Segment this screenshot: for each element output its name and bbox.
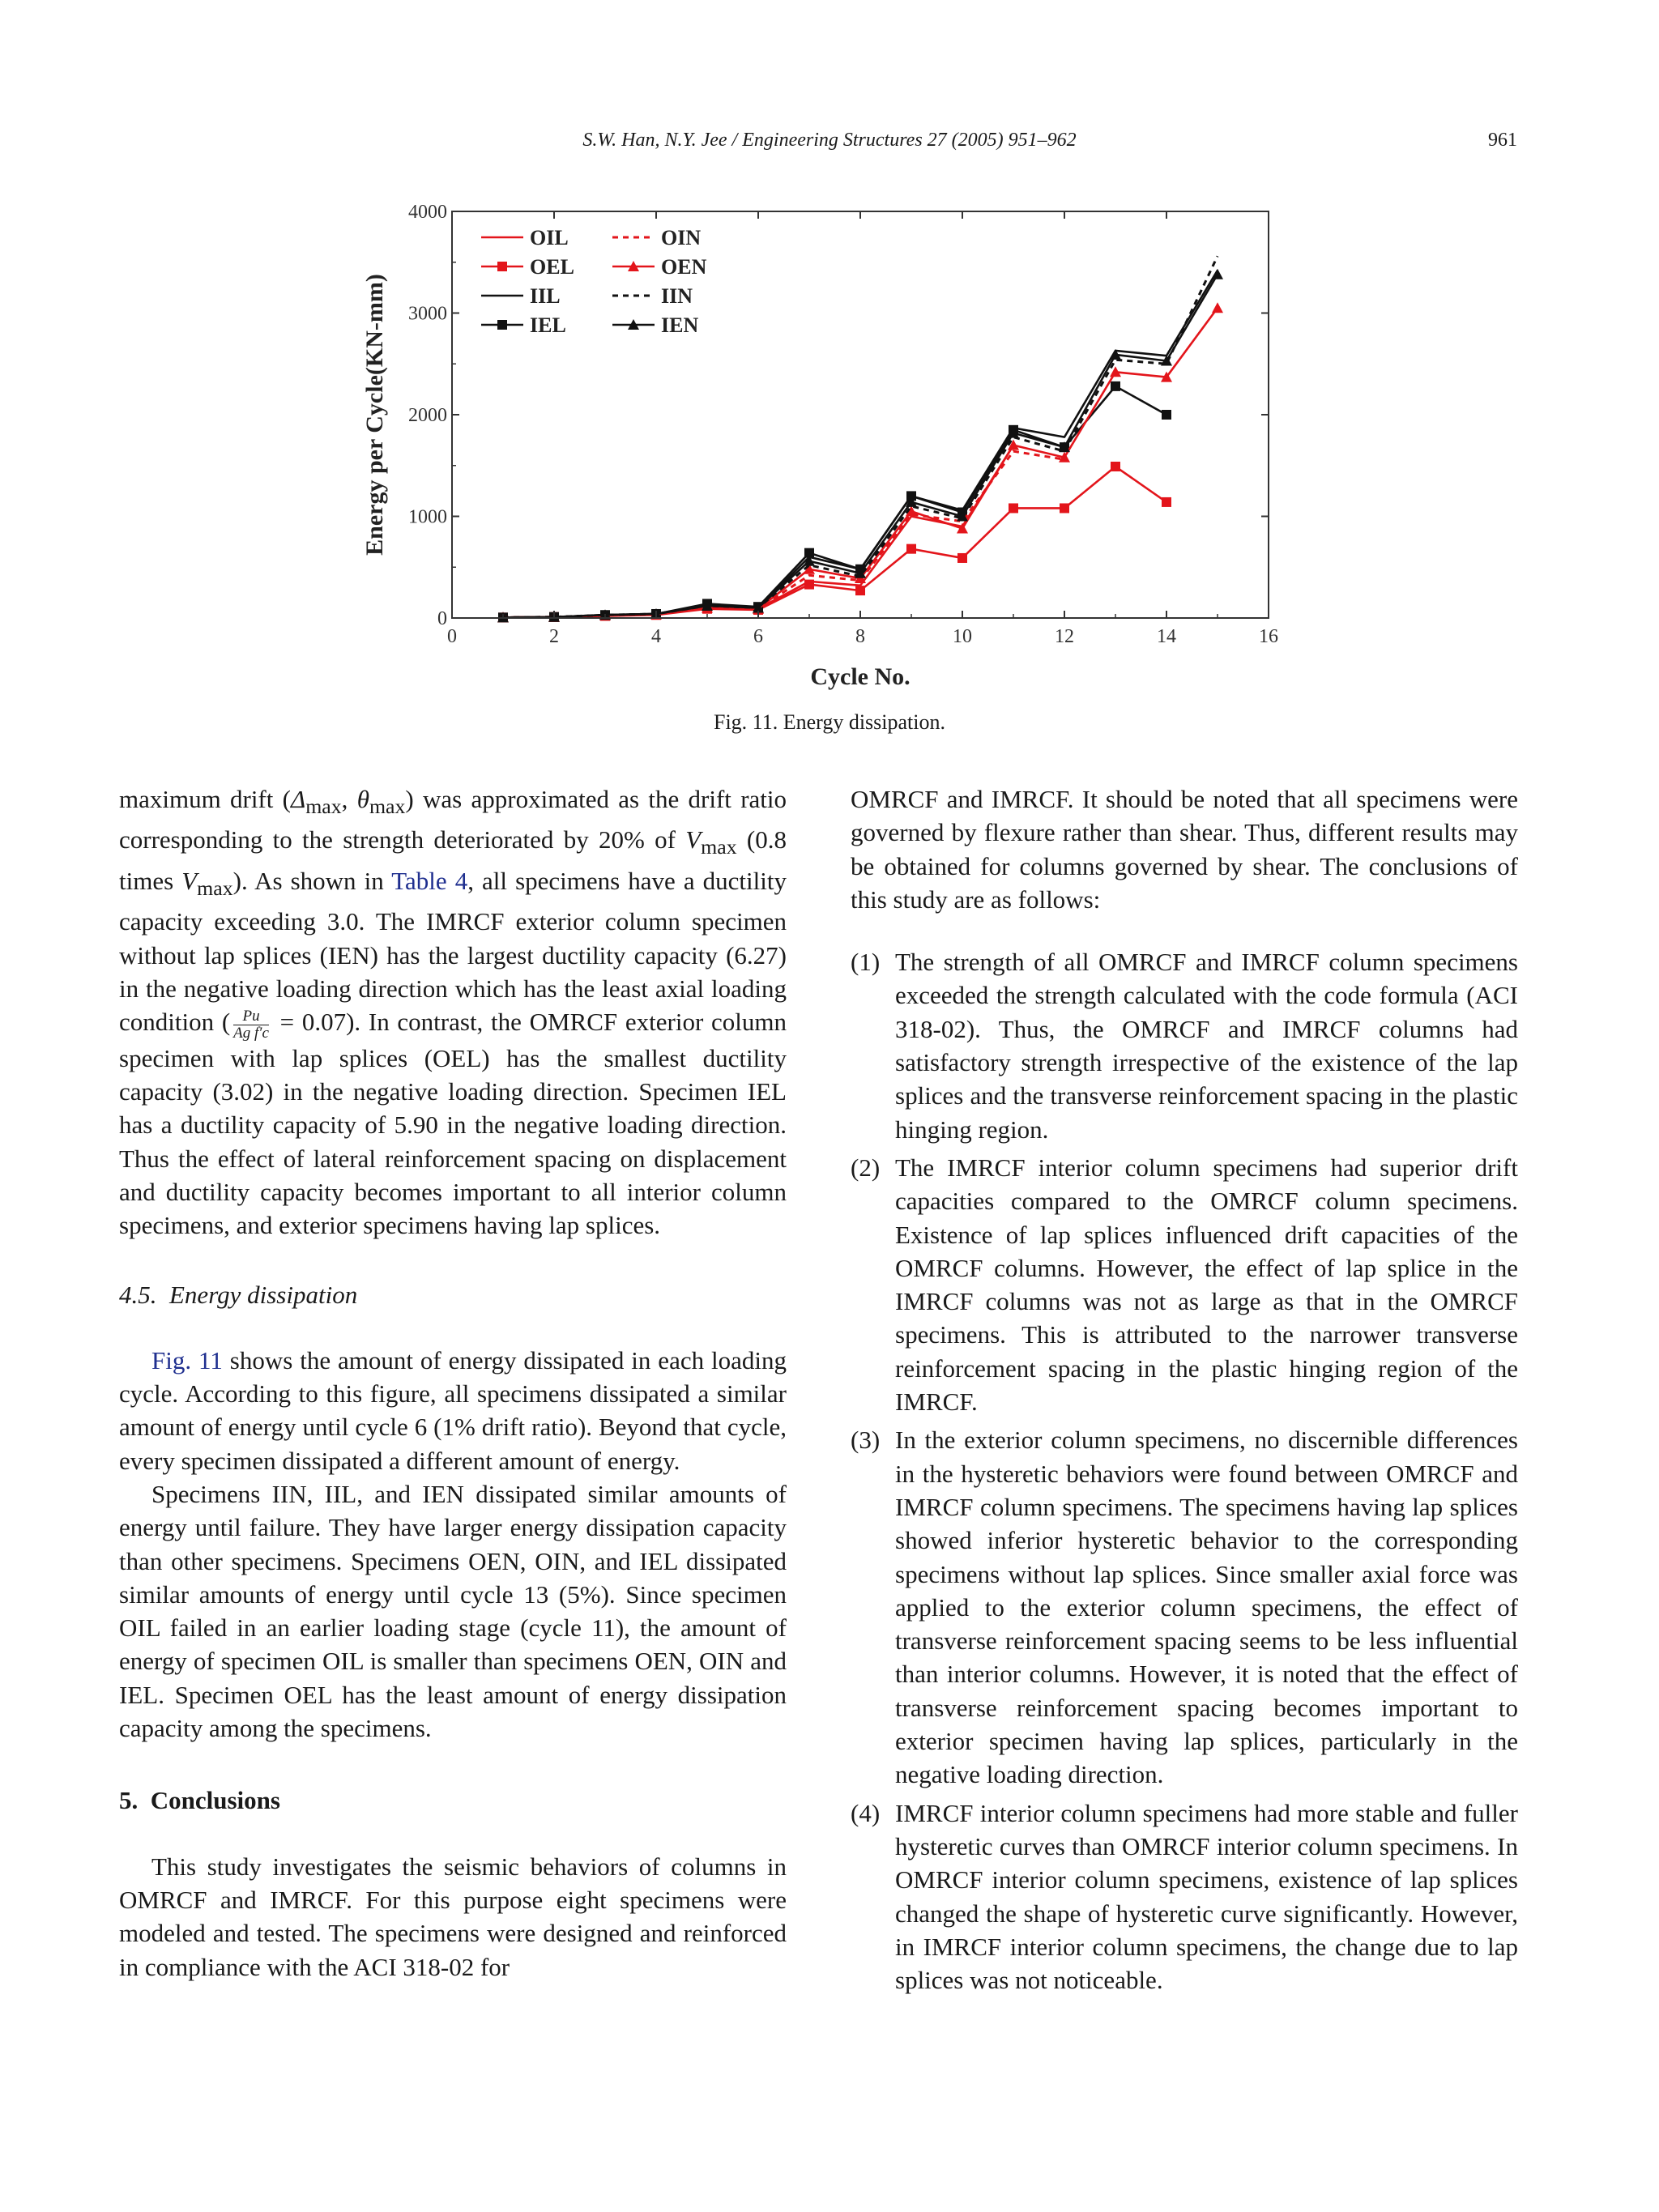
x-tick-label: 4: [651, 626, 661, 647]
page-number: 961: [1488, 130, 1517, 151]
legend-label-oin: OIN: [661, 226, 702, 249]
left-column: [119, 782, 787, 1984]
section-heading-conclusions: 5. Conclusions: [119, 1786, 280, 1815]
legend-label-iel: IEL: [530, 313, 566, 337]
x-tick-label: 12: [1055, 626, 1074, 647]
table-4-link[interactable]: Table 4: [391, 866, 468, 895]
energy-dissipation-chart: [340, 190, 1312, 709]
paragraph-ductility: maximum drift ($\Delta_{max}$, $\theta_{max}$) was approximated as the drift ratio corresponding to the strength deteriorated by 20% of $V_{max}$ (0.8 times $V_{max}$). As shown in Table 4, all specimens have a ductility capacity exceeding 3.0. The IMRCF exterior column specimen without lap splices (IEN) has the largest ductility capacity (6.27) in the negative loading direction which has the least axial loading condition ( $\frac{Pu}{\text{Ag f′c}}$ = 0.07). In contrast, the OMRCF exterior column specimen with lap splices (OEL) has the smallest ductility capacity (3.02) in the negative loading direction. Specimen IEL has a ductility capacity of 5.90 in the negative loading direction. Thus the effect of lateral reinforcement spacing on displacement and ductility capacity becomes important to all interior column specimens, and exterior specimens having lap splices.: [119, 785, 787, 1240]
series-line-oin: [503, 451, 1064, 617]
data-point: [497, 320, 507, 330]
legend-label-iil: IIL: [530, 284, 561, 308]
y-tick-label: 3000: [408, 303, 447, 325]
section-heading-energy-dissipation: 4.5. Energy dissipation: [119, 1280, 358, 1309]
paragraph-conclusions-intro: This study investigates the seismic behaviors of columns in OMRCF and IMRCF. For this purpose eight specimens were modeled and tested. The specimens were designed and reinforced in compliance with the ACI 318-02 for: [119, 1852, 787, 1981]
list-item: (2) The IMRCF interior column specimens had superior drift capacities compared to the OMRCF column specimens. Existence of lap splices influenced drift capacities of the OMRCF columns. However, the effect of lap splice in the IMRCF columns was not as large as that in the OMRCF specimens. This is attributed to the narrower transverse reinforcement spacing in the plastic hinging region of the IMRCF.: [851, 1153, 1518, 1417]
series-line-oil: [503, 445, 1013, 618]
y-tick-label: 2000: [408, 405, 447, 426]
legend-label-iin: IIN: [661, 284, 693, 308]
x-tick-label: 10: [953, 626, 972, 647]
plot-frame: [452, 211, 1269, 618]
series-line-iin: [503, 256, 1218, 617]
paragraph-conclusions-cont: OMRCF and IMRCF. It should be noted that all specimens were governed by flexure rather than shear. Thus, different results may be obtained for columns governed by shear. The conclusions of this study are as follows:: [851, 785, 1518, 914]
data-point: [497, 262, 507, 271]
right-column: [851, 782, 1518, 2001]
data-point: [1111, 381, 1120, 391]
axial-load-ratio: $\frac{Pu}{\text{Ag f′c}}$: [233, 1007, 269, 1042]
y-tick-label: 0: [437, 608, 447, 629]
x-tick-label: 6: [753, 626, 763, 647]
data-point: [804, 580, 814, 590]
legend-label-ien: IEN: [661, 313, 699, 337]
x-tick-label: 16: [1259, 626, 1278, 647]
list-item: (1) The strength of all OMRCF and IMRCF column specimens exceeded the strength calculated with the code formula (ACI 318-02). Thus, the OMRCF and IMRCF columns had satisfactory strength irrespective of the existence of the lap splices and the transverse reinforcement spacing in the plastic hinging region.: [851, 948, 1518, 1144]
data-point: [957, 553, 967, 563]
legend-label-oen: OEN: [661, 255, 707, 279]
figure-caption: Fig. 11. Energy dissipation.: [714, 710, 945, 734]
data-point: [906, 544, 916, 554]
paragraph-energy-2: Specimens IIN, IIL, and IEN dissipated similar amounts of energy until failure. They have larger energy dissipation capacity than other specimens. Specimens OEN, OIN, and IEL dissipated similar amounts of energy until cycle 13 (5%). Since specimen OIL failed in an earlier loading stage (cycle 11), the amount of energy of specimen OIL is smaller than specimens OEN, OIN and IEL. Specimen OEL has the least amount of energy dissipation capacity among the specimens.: [119, 1480, 787, 1743]
data-point: [1212, 269, 1223, 279]
running-title: S.W. Han, N.Y. Jee / Engineering Structures 27 (2005) 951–962: [582, 130, 1077, 151]
y-axis-label: Energy per Cycle(KN-mm): [361, 274, 388, 556]
data-point: [1162, 410, 1171, 420]
paragraph-energy-1: Fig. 11 shows the amount of energy dissipated in each loading cycle. According to this figure, all specimens dissipated a similar amount of energy until cycle 6 (1% drift ratio). Beyond that cycle, every specimen dissipated a different amount of energy.: [119, 1345, 787, 1475]
list-item: (4) IMRCF interior column specimens had more stable and fuller hysteretic curves than OMRCF interior column specimens. In OMRCF interior column specimens, existence of lap splices changed the shape of hysteretic curve significantly. However, in IMRCF interior column specimens, the change due to lap splices was not noticeable.: [851, 1798, 1518, 1995]
data-point: [1111, 462, 1120, 471]
x-axis-label: Cycle No.: [810, 663, 911, 690]
data-point: [1009, 503, 1018, 513]
conclusions-list: [851, 945, 1518, 1997]
y-tick-label: 1000: [408, 506, 447, 528]
list-item: (3) In the exterior column specimens, no discernible differences in the hysteretic behaviors were found between OMRCF and IMRCF column specimens. The specimens having lap splices showed inferior hysteretic behavior to the corresponding specimens without lap splices. Since smaller axial force was applied to the exterior column specimens, the effect of transverse reinforcement spacing seems to be less influential than interior columns. However, it is noted that the effect of transverse reinforcement spacing becomes important to exterior specimen having lap splices, particularly in the negative loading direction.: [851, 1426, 1518, 1789]
x-tick-label: 0: [447, 626, 457, 647]
x-tick-label: 2: [549, 626, 559, 647]
y-tick-label: 4000: [408, 202, 447, 223]
legend-label-oel: OEL: [530, 255, 574, 279]
x-tick-label: 14: [1157, 626, 1176, 647]
fig-11-link[interactable]: Fig. 11: [151, 1345, 223, 1375]
data-point: [855, 586, 865, 595]
x-tick-label: 8: [855, 626, 865, 647]
legend-label-oil: OIL: [530, 226, 569, 249]
data-point: [1060, 503, 1069, 513]
data-point: [1212, 302, 1223, 313]
series-line-oel: [503, 467, 1166, 617]
data-point: [1162, 497, 1171, 507]
